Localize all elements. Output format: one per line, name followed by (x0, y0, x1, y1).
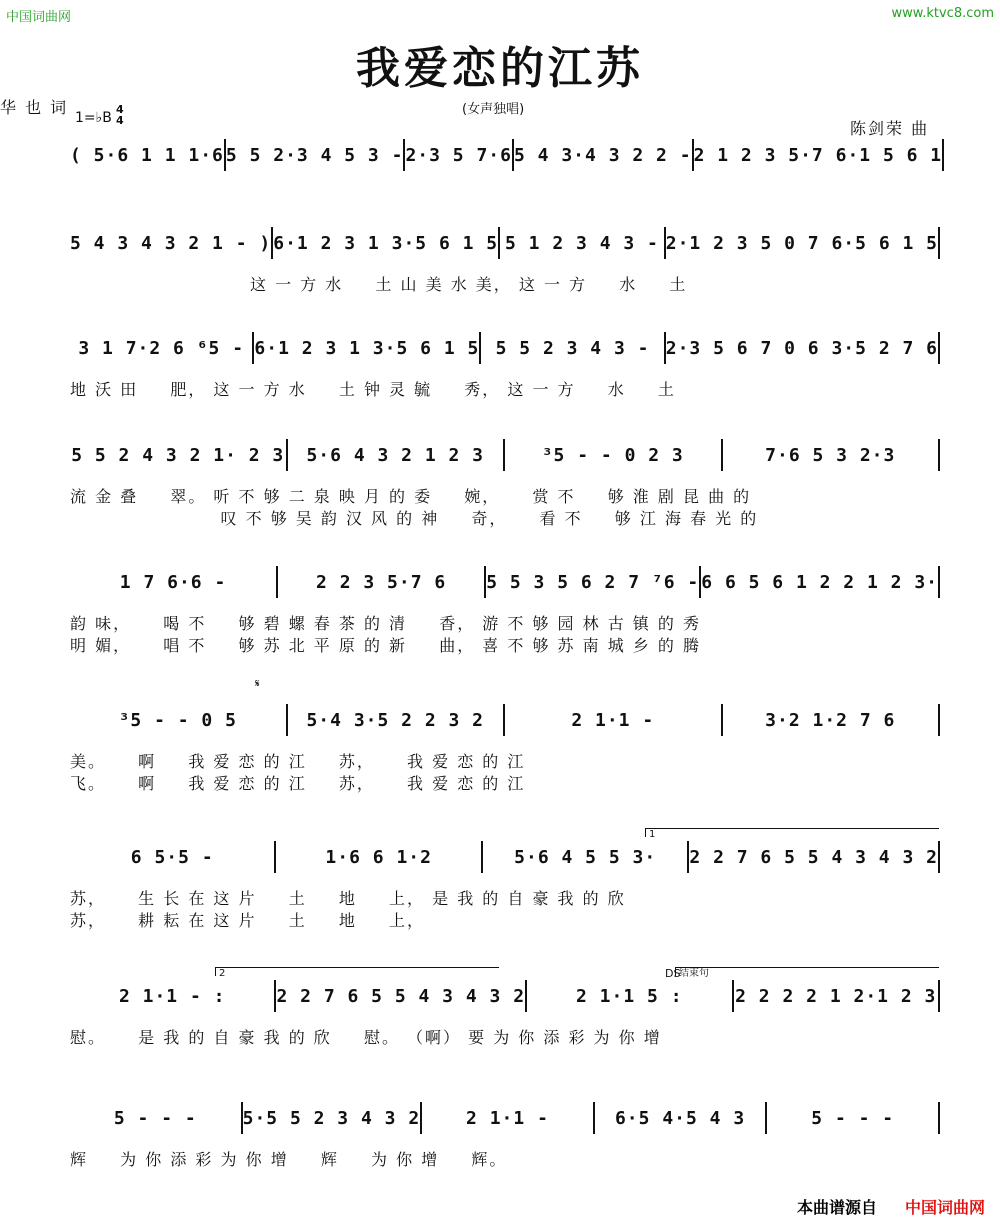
measure: 2 2 7 6 5 5 4 3 4 3 2 (689, 846, 938, 868)
notes-row (70, 333, 940, 363)
measure: 3·2 1·2 7 6 (765, 709, 896, 731)
notes-row (70, 981, 940, 1011)
barline (938, 566, 940, 598)
measure: 6·1 2 3 1 3·5 6 1 5 (273, 232, 499, 254)
lyrics-line-1: 辉 为 你 添 彩 为 你 增 辉 为 你 增 辉。 (70, 1150, 508, 1169)
barline (938, 439, 940, 471)
barline (938, 1102, 940, 1134)
barline (938, 704, 940, 736)
measure: 2 1·1 - (466, 1107, 549, 1129)
lyrics-line-1: 美。 啊 我 爱 恋 的 江 苏， 我 爱 恋 的 江 (70, 752, 526, 771)
measure: 5·6 4 5 5 3· (514, 846, 657, 868)
notes-row (70, 228, 940, 258)
measure: 5 5 2 4 3 2 1· 2 3 (71, 444, 285, 466)
measure: 6 6 5 6 1 2 2 1 2 3· (701, 571, 939, 593)
song-subtitle: (女声独唱) (462, 102, 525, 117)
time-signature-top: 4 (116, 103, 124, 116)
measure: ( 5·6 1 1 1·6 (70, 144, 224, 166)
barline (938, 332, 940, 364)
measure: 2 2 2 2 1 2·1 2 3 (735, 985, 937, 1007)
measure: 2·3 5 6 7 0 6 3·5 2 7 6 (665, 337, 938, 359)
footer-source-label: 本曲谱源自 (797, 1198, 878, 1217)
measure: 5 - - - (811, 1107, 895, 1129)
segno-mark: 𝄋 (255, 677, 260, 690)
barline (942, 139, 944, 171)
measure: 5·6 4 3 2 1 2 3 (306, 444, 485, 466)
barline (938, 227, 940, 259)
measure: 2 1·1 - : (118, 985, 226, 1007)
notes-row (70, 567, 940, 597)
measure: 5·4 3·5 2 2 3 2 (306, 709, 485, 731)
time-signature-bottom: 4 (116, 114, 124, 127)
notes-row (70, 705, 940, 735)
footer-site-link[interactable]: 中国词曲网 (905, 1198, 986, 1217)
notes-row (70, 842, 940, 872)
ending-label: 结束句 (675, 967, 939, 976)
notes-row (70, 140, 943, 170)
key-signature: 1=♭B (75, 110, 112, 126)
measure: 5 5 2 3 4 3 - (495, 337, 650, 359)
measure: 2 1·1 - (571, 709, 655, 731)
ds-mark: DS (665, 967, 681, 980)
measure: 7·6 5 3 2·3 (765, 444, 896, 466)
watermark-right: www.ktvc8.com (891, 6, 994, 21)
measure: 5 4 3·4 3 2 2 - (514, 144, 692, 166)
barline (938, 980, 940, 1012)
measure: 5 - - - (113, 1107, 197, 1129)
measure: 2·3 5 7·6 (405, 144, 512, 166)
lyrics-line-1: 慰。 是 我 的 自 豪 我 的 欣 慰。 （啊） 要 为 你 添 彩 为 你 增 (70, 1028, 662, 1047)
composer-credit: 陈剑荣 曲 (850, 119, 930, 138)
notes-row (70, 440, 940, 470)
barline (938, 841, 940, 873)
measure: 2 1 2 3 5·7 6·1 5 6 1 (693, 144, 943, 166)
lyrics-line-1: 地 沃 田 肥， 这 一 方 水 土 钟 灵 毓 秀， 这 一 方 水 土 (70, 380, 676, 399)
lyrics-line-2: 明 媚， 唱 不 够 苏 北 平 原 的 新 曲， 喜 不 够 苏 南 城 乡 的 腾 (70, 636, 701, 655)
watermark-left: 中国词曲网 (6, 10, 72, 25)
measure: 2 2 7 6 5 5 4 3 4 3 2 (276, 985, 526, 1007)
measure: ³5 - - 0 5 (118, 709, 237, 731)
measure: 6·5 4·5 4 3 (614, 1107, 746, 1129)
measure: 5·5 5 2 3 4 3 2 (242, 1107, 421, 1129)
lyrics-line-2: 飞。 啊 我 爱 恋 的 江 苏， 我 爱 恋 的 江 (70, 774, 526, 793)
measure: 2 2 3 5·7 6 (316, 571, 447, 593)
measure: 5 5 2·3 4 5 3 - (225, 144, 404, 166)
measure: 5 1 2 3 4 3 - (505, 232, 659, 254)
song-title: 我爱恋的江苏 (356, 43, 644, 94)
measure: 6 5·5 - (130, 846, 214, 868)
notes-row (70, 1103, 940, 1133)
measure: 5 5 3 5 6 2 7 ⁷6 - (486, 571, 700, 593)
measure: 5 4 3 4 3 2 1 - ) (70, 232, 272, 254)
lyrics-line-1: 韵 味， 喝 不 够 碧 螺 春 茶 的 清 香， 游 不 够 园 林 古 镇 的 秀 (70, 614, 701, 633)
measure: 3 1 7·2 6 ⁶5 - (78, 337, 245, 359)
volta-2: 2 (215, 967, 499, 976)
time-signature (116, 104, 124, 126)
lyrics-line-1: 流 金 叠 翠。 听 不 够 二 泉 映 月 的 委 婉， 赏 不 够 淮 剧 昆 曲 的 (70, 487, 752, 506)
measure: 1 7 6·6 - (119, 571, 227, 593)
measure: 2·1 2 3 5 0 7 6·5 6 1 5 (665, 232, 938, 254)
lyrics-line-2: 苏， 耕 耘 在 这 片 土 地 上， (70, 911, 426, 930)
lyrics-line-1: 苏， 生 长 在 这 片 土 地 上， 是 我 的 自 豪 我 的 欣 (70, 889, 626, 908)
lyrics-line-1: 这 一 方 水 土 山 美 水 美， 这 一 方 水 土 (250, 275, 688, 294)
lyrics-line-2: 叹 不 够 吴 韵 汉 风 的 神 奇， 看 不 够 江 海 春 光 的 (70, 509, 759, 528)
lyricist-credit: 华 也 词 (0, 98, 69, 117)
measure: 6·1 2 3 1 3·5 6 1 5 (254, 337, 480, 359)
volta-1: 1 (645, 828, 939, 837)
measure: 2 1·1 5 : (576, 985, 683, 1007)
measure: 1·6 6 1·2 (325, 846, 432, 868)
measure: ³5 - - 0 2 3 (541, 444, 684, 466)
